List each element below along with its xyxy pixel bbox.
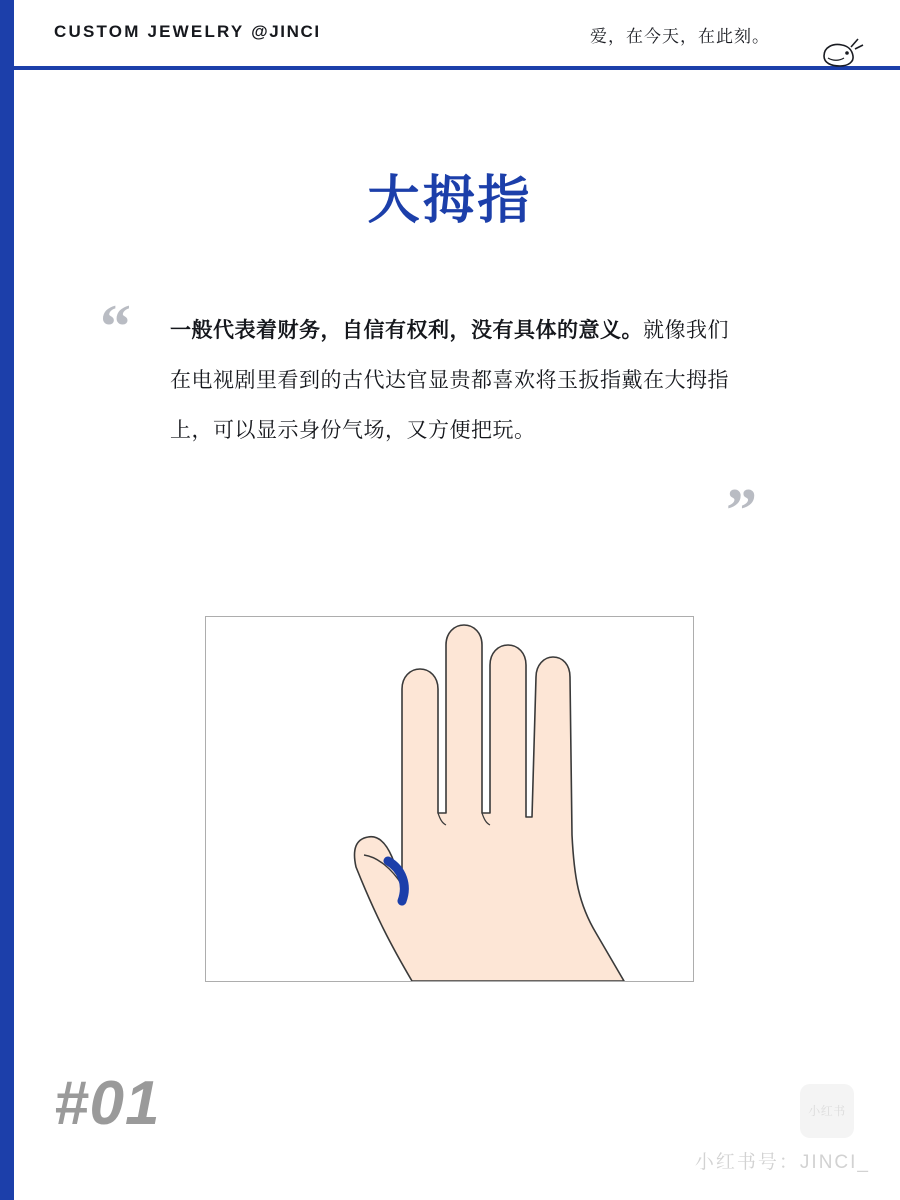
brand-handle: @JINCI bbox=[251, 22, 321, 41]
quote-close-mark: ” bbox=[726, 477, 757, 545]
hand-illustration bbox=[205, 616, 694, 982]
quote-lead-line: 一般代表着财务，自信有权利，没有具体的意义。 bbox=[170, 319, 643, 342]
header-divider bbox=[14, 66, 900, 70]
header-tagline: 爱，在今天，在此刻。 bbox=[590, 27, 770, 46]
quote-open-mark: “ bbox=[100, 293, 131, 361]
watermark-handle: 小红书号：JINCI_ bbox=[694, 1152, 870, 1173]
quote-rest: 就像我们在电视剧里看到的古代达官显贵都喜欢将玉扳指戴在大拇指上，可以显示身份气场，又方便把玩。 bbox=[170, 319, 729, 442]
page-number: #01 bbox=[54, 1069, 161, 1138]
hand-drawing bbox=[206, 617, 693, 981]
bird-icon bbox=[818, 36, 864, 70]
page-header bbox=[14, 0, 900, 68]
page-title: 大拇指 bbox=[367, 172, 533, 230]
watermark-badge: 小红书 bbox=[800, 1084, 854, 1138]
brand-name: CUSTOM JEWELRY bbox=[54, 22, 245, 41]
brand-title bbox=[54, 22, 321, 42]
quote-text bbox=[170, 306, 748, 456]
